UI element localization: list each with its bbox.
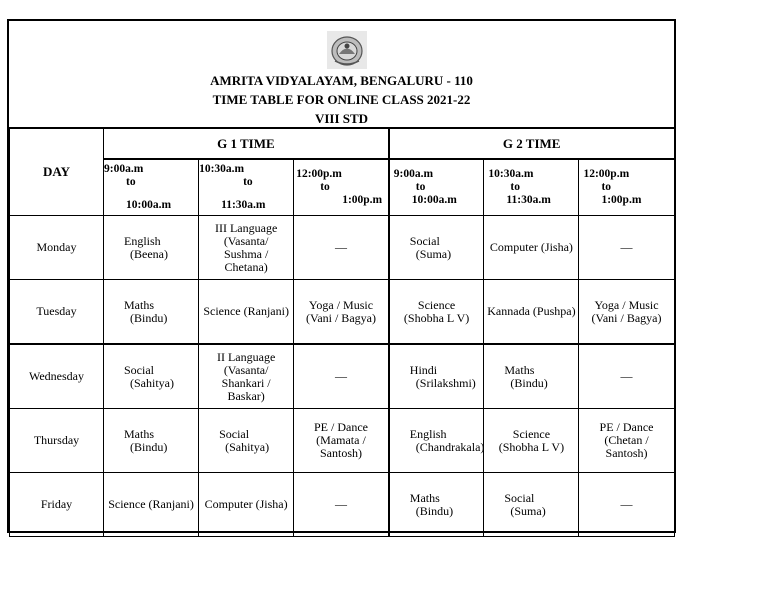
subject-line: (Shobha L V) — [403, 310, 470, 325]
subject-line: English — [124, 233, 161, 248]
subject-line: Chetana) — [224, 259, 268, 274]
subject-line: (Chetan / — [604, 433, 649, 447]
subject-line: (Suma) — [510, 503, 546, 518]
subject-cell — [389, 216, 484, 280]
subject-line: (Shobha L V) — [498, 439, 565, 454]
subject-cell — [579, 473, 674, 537]
subject-line: Santosh) — [319, 446, 362, 460]
subject-line: II Language — [216, 349, 276, 364]
subject-line: Shankari / — [221, 375, 271, 390]
day-cell: Tuesday — [10, 280, 104, 345]
subject-line: (Suma) — [415, 246, 452, 261]
subject-line: (Bindu) — [130, 439, 168, 454]
subject-cell — [579, 280, 674, 345]
subject-line: Science (Ranjani) — [203, 304, 289, 318]
empty-slot-dash: — — [334, 240, 347, 254]
subject-line: Maths — [504, 362, 535, 377]
g1-slot-3: 12:00p.m to 1:00p.m — [294, 159, 389, 216]
subject-cell — [199, 409, 294, 473]
subject-cell — [389, 280, 484, 345]
subject-cell — [104, 280, 199, 345]
subject-cell — [484, 280, 579, 345]
day-cell: Friday — [10, 473, 104, 537]
subject-cell — [484, 216, 579, 280]
subject-line: Science (Ranjani) — [108, 497, 194, 511]
subject-line: (Bindu) — [510, 375, 548, 390]
timetable-row — [10, 344, 675, 409]
subject-cell — [104, 473, 199, 537]
subject-line: (Bindu) — [415, 503, 454, 518]
subject-line: (Srilakshmi) — [415, 375, 476, 390]
school-emblem-icon — [327, 31, 367, 69]
timetable-row — [10, 473, 675, 537]
subject-line: Social — [124, 362, 154, 377]
subject-line: Sushma / — [223, 246, 269, 261]
g2-slot-3: 12:00p.m to 1:00p.m — [579, 159, 674, 216]
class-label: VIII STD — [314, 111, 369, 126]
subject-cell — [484, 409, 579, 473]
subject-line: (Vasanta/ — [223, 233, 269, 248]
subject-cell — [579, 216, 674, 280]
subject-line: (Vani / Bagya) — [591, 310, 662, 325]
g1-slot-1: 9:00a.m to 10:00a.m — [104, 159, 199, 216]
day-cell: Monday — [10, 216, 104, 280]
subject-line: (Mamata / — [316, 433, 366, 447]
subject-line: (Beena) — [130, 246, 168, 261]
empty-slot-dash: — — [620, 240, 633, 254]
subject-line: Computer (Jisha) — [489, 240, 573, 254]
subject-cell — [104, 216, 199, 280]
day-column-header: DAY — [10, 128, 104, 216]
subject-cell — [389, 409, 484, 473]
subject-line: III Language — [214, 220, 278, 235]
group1-header: G 1 TIME — [104, 128, 389, 160]
subject-cell — [294, 344, 389, 409]
empty-slot-dash: — — [334, 369, 347, 383]
empty-slot-dash: — — [334, 497, 347, 511]
subject-line: English — [409, 426, 447, 441]
subject-line: Computer (Jisha) — [204, 497, 288, 511]
subject-line: (Vani / Bagya) — [305, 310, 376, 325]
g1-slot-2: 10:30a.m to 11:30a.m — [199, 159, 294, 216]
subject-cell — [294, 280, 389, 345]
subject-cell — [294, 409, 389, 473]
empty-slot-dash: — — [620, 497, 633, 511]
subject-cell — [484, 473, 579, 537]
subject-line: Kannada (Pushpa) — [487, 304, 576, 318]
subject-cell — [389, 473, 484, 537]
g2-slot-2: 10:30a.m to 11:30a.m — [484, 159, 579, 216]
subject-cell — [199, 473, 294, 537]
timetable-sheet — [7, 19, 676, 533]
subject-cell — [104, 344, 199, 409]
day-cell: Thursday — [10, 409, 104, 473]
timetable-table — [9, 127, 675, 537]
subject-cell — [579, 409, 674, 473]
subject-line: Santosh) — [605, 446, 648, 460]
subject-cell — [199, 216, 294, 280]
timetable-header — [9, 21, 674, 129]
subject-line: (Bindu) — [130, 310, 168, 325]
subject-line: Maths — [124, 297, 154, 312]
subject-line: Social — [409, 233, 440, 248]
subject-line: Yoga / Music — [308, 297, 374, 312]
subject-line: Science — [512, 426, 551, 441]
subject-line: Science — [417, 297, 456, 312]
subject-cell — [199, 280, 294, 345]
subject-cell — [294, 473, 389, 537]
subject-line: Maths — [409, 490, 440, 505]
school-name: AMRITA VIDYALAYAM, BENGALURU - 110 — [210, 73, 473, 88]
subject-line: (Sahitya) — [130, 375, 174, 390]
subject-line: Maths — [124, 426, 154, 441]
group2-header: G 2 TIME — [389, 128, 674, 160]
g2-slot-1: 9:00a.m to 10:00a.m — [389, 159, 484, 216]
subject-cell — [389, 344, 484, 409]
subject-line: Hindi — [409, 362, 438, 377]
subject-line: (Sahitya) — [225, 439, 270, 454]
empty-slot-dash: — — [620, 369, 633, 383]
subject-line: Yoga / Music — [594, 297, 659, 312]
subject-line: Social — [504, 490, 535, 505]
subject-line: Social — [219, 426, 250, 441]
timetable-row — [10, 216, 675, 280]
subject-line: PE / Dance — [599, 420, 654, 434]
subject-line: Baskar) — [227, 388, 265, 403]
subject-cell — [199, 344, 294, 409]
subject-cell — [104, 409, 199, 473]
subject-cell — [484, 344, 579, 409]
subject-cell — [579, 344, 674, 409]
subject-cell — [294, 216, 389, 280]
timetable-row — [10, 280, 675, 345]
subject-line: (Chandrakala) — [415, 439, 485, 454]
timetable-row — [10, 409, 675, 473]
day-cell: Wednesday — [10, 344, 104, 409]
subject-line: (Vasanta/ — [223, 362, 269, 377]
subject-line: PE / Dance — [313, 420, 368, 434]
timetable-title: TIME TABLE FOR ONLINE CLASS 2021-22 — [212, 92, 471, 107]
